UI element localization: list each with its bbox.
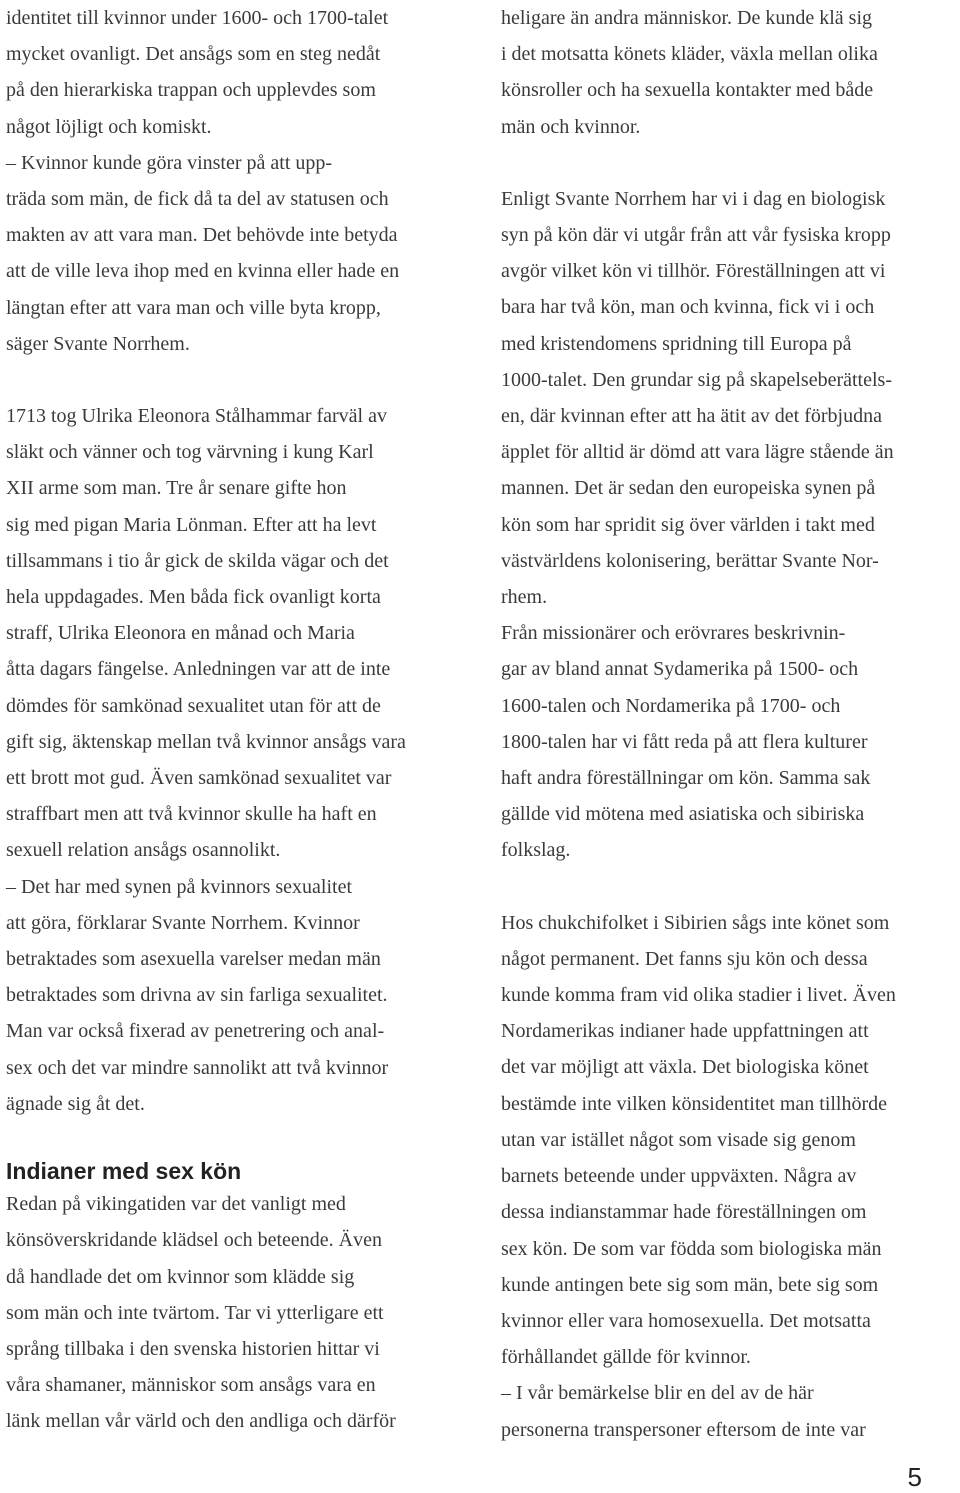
paragraph-quote-sexualitet: – Det har med synen på kvinnors sexualitet att göra, förklarar Svante Norrhem. Kvinnor betraktades som asexuella varelser medan män betraktades som drivna av sin farliga sexualitet. Man var också fixerad av penetrering och anal- sex och det var mindre sannolikt att två kvinnor ägnade sig åt det.: [6, 875, 389, 1115]
paragraph-biologisk-syn: Enligt Svante Norrhem har vi i dag en biologisk syn på kön där vi utgår från att vår fysiska kropp avgör vilket kön vi tillhör. Föreställningen att vi bara har två kön, man och kvinna, fick vi i och med kristendomens spridning till Europa på 1000-talet. Den grundar sig på skapelseberättels- en, där kvinnan efter att ha ätit av det förbjudna äpplet för alltid är dömd att vara lägre stående än mannen. Det är sedan den europeiska synen på kön som har spridit sig över världen i takt med västvärldens kolonisering, berättar Svante Nor- rhem.: [501, 187, 894, 609]
paragraph-chukchifolket: Hos chukchifolket i Sibirien sågs inte könet som något permanent. Det fanns sju kön och dessa kunde komma fram vid olika stadier i livet. Även Nordamerikas indianer hade uppfattningen att det var möjligt att växla. Det biologiska könet bestämde inte vilken könsidentitet man tillhörde utan var istället något som visade sig genom barnets beteende under uppväxten. Några av dessa indianstammar hade föreställningen om sex kön. De som var födda som biologiska män kunde antingen bete sig som män, bete sig som kvinnor eller vara homosexuella. Det motsatta förhållandet gällde för kvinnor.: [501, 911, 896, 1369]
left-column: [6, 0, 468, 1440]
paragraph-quote-norrhem: – Kvinnor kunde göra vinster på att upp- träda som män, de fick då ta del av statusen och makten av att vara man. Det behövde inte betyda att de ville leva ihop med en kvinna eller hade en längtan efter att vara man och ville byta kropp, säger Svante Norrhem.: [6, 151, 400, 355]
paragraph-missionarer: Från missionärer och erövrares beskrivnin- gar av bland annat Sydamerika på 1500- och 1600-talen och Nordamerika på 1700- och 1800-talen har vi fått reda på att flera kulturer haft andra föreställningar om kön. Samma sak gällde vid mötena med asiatiska och sibiriska folkslag.: [501, 622, 871, 862]
right-column: [501, 0, 960, 1448]
paragraph-stalhammar: 1713 tog Ulrika Eleonora Stålhammar farväl av släkt och vänner och tog värvning i kung Karl XII arme som man. Tre år senare gifte hon sig med pigan Maria Lönman. Efter att ha levt tillsammans i tio år gick de skilda vägar och det hela uppdagades. Men båda fick ovanligt korta straff, Ulrika Eleonora en månad och Maria åtta dagars fängelse. Anledningen var att de inte dömdes för samkönad sexualitet utan för att de gift sig, äktenskap mellan två kvinnor ansågs vara ett brott mot gud. Även samkönad sexualitet var straffbart men att två kvinnor skulle ha haft en sexuell relation ansågs osannolikt.: [6, 405, 406, 862]
paragraph-gap: [501, 145, 960, 181]
paragraph-intro: identitet till kvinnor under 1600- och 1700-talet mycket ovanligt. Det ansågs som en steg nedåt på den hierarkiska trappan och upplevdes som något löjligt och komiskt.: [6, 7, 389, 138]
page-number: 5: [907, 1462, 922, 1492]
section-heading: Indianer med sex kön: [6, 1158, 242, 1185]
paragraph-vikingatiden: Redan på vikingatiden var det vanligt med könsöverskridande klädsel och beteende. Även då handlade det om kvinnor som klädde sig som män och inte tvärtom. Tar vi ytterligare ett språng tillbaka i den svenska historien hittar vi våra shamaner, människor som ansågs vara en länk mellan vår värld och den andliga och därför: [6, 1193, 396, 1433]
paragraph-gap: [501, 869, 960, 905]
section-gap: [6, 1122, 468, 1152]
paragraph-gap: [6, 362, 468, 398]
paragraph-shamaner: heligare än andra människor. De kunde klä sig i det motsatta könets kläder, växla mellan olika könsroller och ha sexuella kontakter med både män och kvinnor.: [501, 7, 878, 138]
paragraph-quote-transpersoner: – I vår bemärkelse blir en del av de här personerna transpersoner eftersom de inte var: [501, 1382, 866, 1441]
